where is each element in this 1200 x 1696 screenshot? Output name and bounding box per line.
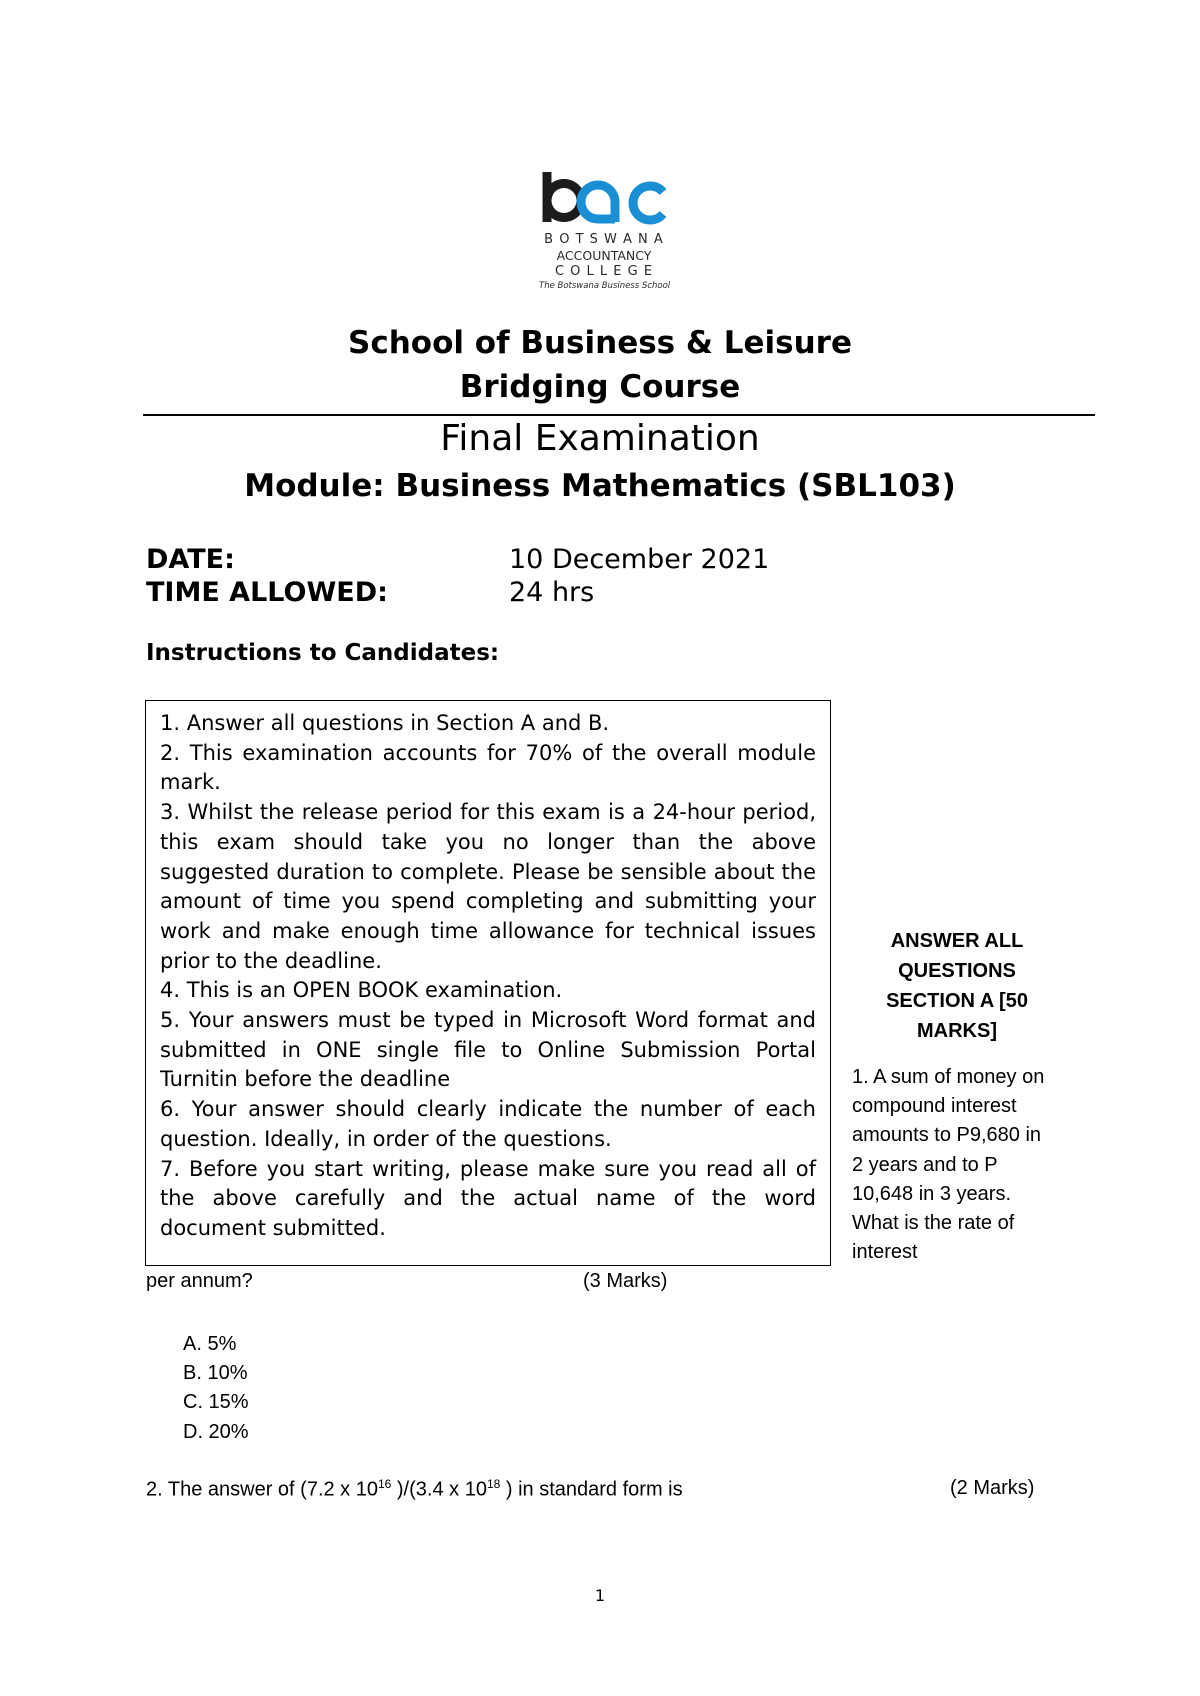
instructions-list bbox=[160, 709, 816, 1244]
time-value: 24 hrs bbox=[509, 577, 595, 608]
option-c: C. 15% bbox=[183, 1391, 249, 1414]
option-a: A. 5% bbox=[183, 1333, 237, 1355]
logo-line-1: B O T S W A N A bbox=[544, 232, 664, 247]
q2-part-3: ) in standard form is bbox=[500, 1478, 683, 1501]
time-label: TIME ALLOWED: bbox=[146, 577, 388, 608]
question-1-marks: (3 Marks) bbox=[583, 1270, 668, 1292]
q2-part-2: )/(3.4 x 10 bbox=[391, 1478, 487, 1501]
instructions-heading: Instructions to Candidates: bbox=[146, 640, 500, 666]
q2-exponent-1: 16 bbox=[377, 1477, 392, 1491]
question-1-text: 1. A sum of money on compound interest amounts to P9,680 in 2 years and to P 10,648 in 3 years. What is the rate of interest bbox=[852, 1066, 1045, 1264]
q2-exponent-2: 18 bbox=[486, 1477, 501, 1491]
instruction-item: 6. Your answer should clearly indicate the number of each question. Ideally, in order of the questions. bbox=[160, 1097, 816, 1151]
instruction-item: 3. Whilst the release period for this exam is a 24-hour period, this exam should take you no longer than the above suggested duration to complete. Please be sensible about the amount of time you spend completing and submitting your work and make enough time allowance for technical issues prior to the deadline. bbox=[160, 800, 816, 973]
option-d: D. 20% bbox=[183, 1420, 249, 1443]
instruction-item: 7. Before you start writing, please make sure you read all of the above carefully and the actual name of the word document submitted. bbox=[160, 1156, 816, 1240]
question-2-text bbox=[146, 1477, 683, 1502]
bac-logo-mark bbox=[539, 168, 669, 230]
date-value: 10 December 2021 bbox=[509, 544, 770, 575]
instruction-item: 4. This is an OPEN BOOK examination. bbox=[160, 978, 563, 1003]
exam-title: Final Examination bbox=[440, 418, 760, 459]
logo-tagline: The Botswana Business School bbox=[539, 281, 671, 291]
logo-line-3: C O L L E G E bbox=[554, 264, 654, 279]
instructions-box bbox=[145, 700, 831, 1266]
header-divider bbox=[143, 414, 1095, 416]
question-1-options bbox=[183, 1330, 249, 1447]
instruction-item: 2. This examination accounts for 70% of the overall module mark. bbox=[160, 740, 816, 795]
school-title: School of Business & Leisure bbox=[348, 325, 852, 361]
section-a-heading: ANSWER ALL QUESTIONS SECTION A [50 MARKS] bbox=[886, 930, 1028, 1042]
college-logo bbox=[539, 168, 669, 298]
option-b: B. 10% bbox=[183, 1362, 248, 1385]
q2-part-1: 2. The answer of (7.2 x 10 bbox=[146, 1478, 378, 1501]
logo-line-2: ACCOUNTANCY bbox=[556, 248, 652, 263]
date-label: DATE: bbox=[146, 544, 235, 575]
question-1-continuation: per annum? bbox=[146, 1270, 253, 1292]
page-number: 1 bbox=[594, 1586, 606, 1605]
module-title: Module: Business Mathematics (SBL103) bbox=[244, 468, 956, 504]
question-2-marks: (2 Marks) bbox=[950, 1477, 1035, 1499]
course-title: Bridging Course bbox=[459, 369, 741, 405]
instruction-item: 1. Answer all questions in Section A and B. bbox=[160, 711, 610, 735]
instruction-item: 5. Your answers must be typed in Microsoft Word format and submitted in ONE single file to Online Submission Portal Turnitin before the deadline bbox=[160, 1008, 816, 1092]
